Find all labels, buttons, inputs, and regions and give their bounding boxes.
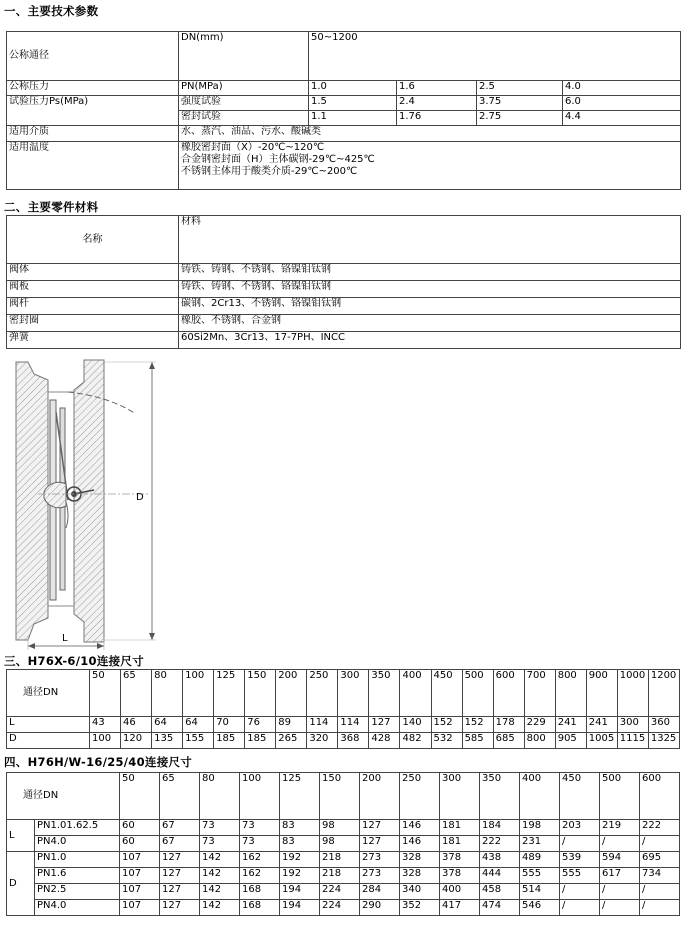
pn-label: PN1.01.62.5	[35, 820, 120, 836]
part-material: 碳钢、2Cr13、不锈钢、铬镍钼钛钢	[179, 298, 681, 315]
dimension-value: 273	[360, 868, 400, 884]
dimension-value: 218	[320, 852, 360, 868]
dn-value: 450	[560, 773, 600, 820]
dimension-value: 198	[520, 820, 560, 836]
dimension-value: 98	[320, 820, 360, 836]
dimension-value: 555	[520, 868, 560, 884]
part-name: 阀体	[7, 264, 179, 281]
dimension-value: 127	[160, 852, 200, 868]
dimension-value: 73	[200, 820, 240, 836]
dn-value: 200	[276, 670, 307, 717]
dimension-value: 127	[360, 836, 400, 852]
dimension-value: 555	[560, 868, 600, 884]
l-value: 43	[90, 717, 121, 733]
dimension-value: 142	[200, 900, 240, 916]
dimension-value: 60	[120, 820, 160, 836]
part-name: 阀杆	[7, 298, 179, 315]
dimension-value: 514	[520, 884, 560, 900]
l-value: 241	[555, 717, 586, 733]
dn-value: 80	[200, 773, 240, 820]
dimension-value: 224	[320, 884, 360, 900]
dn-value: 65	[121, 670, 152, 717]
nominal-pressure-label: 公称压力	[7, 81, 179, 96]
dimension-value: /	[560, 900, 600, 916]
l-value: 360	[648, 717, 679, 733]
part-name: 阀板	[7, 281, 179, 298]
table-row	[7, 900, 680, 916]
l-value: 64	[152, 717, 183, 733]
dimension-value: 438	[480, 852, 520, 868]
l-value: 241	[586, 717, 617, 733]
temp-values	[179, 142, 681, 190]
dimension-value: 127	[160, 868, 200, 884]
dimension-value: 444	[480, 868, 520, 884]
d-value: 1115	[617, 733, 648, 749]
dimension-value: 192	[280, 852, 320, 868]
dimension-value: 594	[600, 852, 640, 868]
dimension-value: 546	[520, 900, 560, 916]
d-value: 120	[121, 733, 152, 749]
d-value: 155	[183, 733, 214, 749]
l-value: 140	[400, 717, 431, 733]
dimension-value: 83	[280, 820, 320, 836]
dimension-value: 284	[360, 884, 400, 900]
d-value: 185	[245, 733, 276, 749]
pn-value: 1.0	[309, 81, 397, 96]
pn-label: PN1.6	[35, 868, 120, 884]
section3-title: 三、H76X-6/10连接尺寸	[4, 654, 145, 668]
l-value: 178	[493, 717, 524, 733]
seal-test-label: 密封试验	[179, 111, 309, 126]
dimension-value: 273	[360, 852, 400, 868]
dimension-value: 107	[120, 900, 160, 916]
l-value: 114	[338, 717, 369, 733]
dimension-value: 98	[320, 836, 360, 852]
dimension-value: 219	[600, 820, 640, 836]
dn-value: 150	[245, 670, 276, 717]
dimension-value: 222	[480, 836, 520, 852]
part-name: 弹簧	[7, 332, 179, 349]
strength-test-label: 强度试验	[179, 96, 309, 111]
l-value: 152	[431, 717, 462, 733]
dn-value: 1200	[648, 670, 679, 717]
dimension-value: 162	[240, 852, 280, 868]
l-value: 152	[462, 717, 493, 733]
materials-table	[6, 215, 681, 349]
dimension-value: /	[600, 836, 640, 852]
seal-value: 1.1	[309, 111, 397, 126]
dimension-value: 224	[320, 900, 360, 916]
material-header: 材料	[179, 216, 681, 264]
part-material: 铸铁、铸钢、不锈钢、铬镍钼钛钢	[179, 264, 681, 281]
dimension-value: 617	[600, 868, 640, 884]
h76h-dimensions-table	[6, 772, 680, 916]
dimension-value: 352	[400, 900, 440, 916]
dn-value: 300	[338, 670, 369, 717]
l-value: 89	[276, 717, 307, 733]
dimension-value: /	[600, 884, 640, 900]
temp-line: 不锈钢主体用于酸类介质-29℃~200℃	[181, 166, 358, 177]
dimension-value: /	[640, 836, 680, 852]
dimension-value: 107	[120, 852, 160, 868]
dimension-value: 400	[440, 884, 480, 900]
dimension-value: 162	[240, 868, 280, 884]
d-label: D	[7, 852, 35, 916]
l-value: 76	[245, 717, 276, 733]
table-row	[7, 836, 680, 852]
dn-unit: DN(mm)	[179, 32, 309, 81]
dn-value: 400	[400, 670, 431, 717]
h76x-dimensions-table	[6, 669, 680, 749]
dimension-value: 142	[200, 852, 240, 868]
l-value: 64	[183, 717, 214, 733]
d-value: 428	[369, 733, 400, 749]
dn-value: 350	[369, 670, 400, 717]
dimension-value: 474	[480, 900, 520, 916]
dn-label: 通径DN	[7, 670, 90, 717]
dn-value: 125	[280, 773, 320, 820]
d-value: 532	[431, 733, 462, 749]
dn-value: 200	[360, 773, 400, 820]
pn-value: 2.5	[477, 81, 563, 96]
d-value: 1005	[586, 733, 617, 749]
dn-value: 50	[90, 670, 121, 717]
d-value: 320	[307, 733, 338, 749]
dimension-value: 83	[280, 836, 320, 852]
table-row	[7, 852, 680, 868]
d-label: D	[7, 733, 90, 749]
dn-value: 400	[520, 773, 560, 820]
medium-value: 水、蒸汽、油品、污水、酸碱类	[179, 126, 681, 142]
dimension-value: 142	[200, 868, 240, 884]
l-value: 46	[121, 717, 152, 733]
dn-value: 450	[431, 670, 462, 717]
dimension-value: 67	[160, 820, 200, 836]
pn-unit: PN(MPa)	[179, 81, 309, 96]
dn-value: 150	[320, 773, 360, 820]
dimension-value: /	[600, 900, 640, 916]
dimension-value: 194	[280, 900, 320, 916]
strength-value: 3.75	[477, 96, 563, 111]
section1-title: 一、主要技术参数	[4, 4, 99, 18]
pn-value: 4.0	[563, 81, 681, 96]
part-material: 橡胶、不锈钢、合金钢	[179, 315, 681, 332]
dimension-l-label: L	[62, 633, 68, 644]
dimension-value: 107	[120, 868, 160, 884]
seal-value: 1.76	[397, 111, 477, 126]
section4-title: 四、H76H/W-16/25/40连接尺寸	[4, 755, 193, 769]
dimension-value: 539	[560, 852, 600, 868]
dn-value: 900	[586, 670, 617, 717]
d-value: 1325	[648, 733, 679, 749]
temp-line: 橡胶密封面（X）-20℃~120℃	[181, 142, 325, 153]
pn-label: PN2.5	[35, 884, 120, 900]
dimension-value: 168	[240, 884, 280, 900]
medium-label: 适用介质	[7, 126, 179, 142]
table-row	[7, 884, 680, 900]
dimension-value: 73	[200, 836, 240, 852]
test-pressure-label: 试验压力Ps(MPa)	[7, 96, 179, 126]
dimension-value: 231	[520, 836, 560, 852]
part-material: 60Si2Mn、3Cr13、17-7PH、INCC	[179, 332, 681, 349]
dimension-value: 734	[640, 868, 680, 884]
pn-value: 1.6	[397, 81, 477, 96]
dn-value: 250	[400, 773, 440, 820]
dimension-value: 222	[640, 820, 680, 836]
valve-cross-section-drawing	[8, 352, 168, 652]
l-value: 70	[214, 717, 245, 733]
strength-value: 2.4	[397, 96, 477, 111]
d-value: 585	[462, 733, 493, 749]
dimension-value: /	[560, 884, 600, 900]
dimension-value: 328	[400, 868, 440, 884]
l-label: L	[7, 820, 35, 852]
l-value: 229	[524, 717, 555, 733]
seal-value: 4.4	[563, 111, 681, 126]
pn-label: PN1.0	[35, 852, 120, 868]
dn-value: 100	[183, 670, 214, 717]
dn-value: 600	[493, 670, 524, 717]
temp-label: 适用温度	[7, 142, 179, 190]
dn-value: 500	[600, 773, 640, 820]
l-label: L	[7, 717, 90, 733]
seal-value: 2.75	[477, 111, 563, 126]
dimension-value: 127	[160, 884, 200, 900]
d-value: 100	[90, 733, 121, 749]
pn-label: PN4.0	[35, 900, 120, 916]
dn-range: 50~1200	[309, 32, 681, 81]
dn-value: 100	[240, 773, 280, 820]
dimension-value: 127	[360, 820, 400, 836]
tech-params-table	[6, 31, 681, 190]
dimension-value: 203	[560, 820, 600, 836]
l-value: 300	[617, 717, 648, 733]
dimension-value: 73	[240, 836, 280, 852]
dn-value: 50	[120, 773, 160, 820]
dimension-value: 489	[520, 852, 560, 868]
d-value: 135	[152, 733, 183, 749]
dimension-value: 181	[440, 820, 480, 836]
dimension-value: 194	[280, 884, 320, 900]
dimension-value: 458	[480, 884, 520, 900]
part-name: 密封圈	[7, 315, 179, 332]
dn-value: 65	[160, 773, 200, 820]
dimension-value: 127	[160, 900, 200, 916]
dn-value: 350	[480, 773, 520, 820]
dimension-value: 340	[400, 884, 440, 900]
d-value: 685	[493, 733, 524, 749]
dimension-value: 107	[120, 884, 160, 900]
dimension-value: 192	[280, 868, 320, 884]
table-row	[7, 868, 680, 884]
dimension-value: /	[560, 836, 600, 852]
dimension-value: 378	[440, 852, 480, 868]
dimension-value: 168	[240, 900, 280, 916]
section2-title: 二、主要零件材料	[4, 200, 99, 214]
d-value: 368	[338, 733, 369, 749]
dimension-value: /	[640, 884, 680, 900]
d-value: 265	[276, 733, 307, 749]
dimension-value: 60	[120, 836, 160, 852]
dn-value: 80	[152, 670, 183, 717]
dn-value: 1000	[617, 670, 648, 717]
temp-line: 合金钢密封面（H）主体碳钢-29℃~425℃	[181, 154, 375, 165]
dn-value: 500	[462, 670, 493, 717]
part-material: 铸铁、铸钢、不锈钢、铬镍钼钛钢	[179, 281, 681, 298]
dn-value: 600	[640, 773, 680, 820]
dn-value: 700	[524, 670, 555, 717]
dn-value: 125	[214, 670, 245, 717]
dimension-value: 695	[640, 852, 680, 868]
dimension-value: 146	[400, 836, 440, 852]
d-value: 482	[400, 733, 431, 749]
pn-label: PN4.0	[35, 836, 120, 852]
l-value: 127	[369, 717, 400, 733]
dimension-value: 290	[360, 900, 400, 916]
dimension-value: 181	[440, 836, 480, 852]
dimension-value: 67	[160, 836, 200, 852]
dn-value: 250	[307, 670, 338, 717]
dimension-value: 378	[440, 868, 480, 884]
dn-value: 300	[440, 773, 480, 820]
d-value: 185	[214, 733, 245, 749]
name-header: 名称	[7, 216, 179, 264]
nominal-diameter-label: 公称通径	[7, 32, 179, 81]
table-row	[7, 820, 680, 836]
dimension-value: 218	[320, 868, 360, 884]
dimension-value: 73	[240, 820, 280, 836]
dn-value: 800	[555, 670, 586, 717]
d-value: 905	[555, 733, 586, 749]
dimension-value: 184	[480, 820, 520, 836]
dimension-value: 328	[400, 852, 440, 868]
strength-value: 1.5	[309, 96, 397, 111]
dn-label: 通径DN	[7, 773, 120, 820]
dimension-value: /	[640, 900, 680, 916]
strength-value: 6.0	[563, 96, 681, 111]
dimension-value: 146	[400, 820, 440, 836]
l-value: 114	[307, 717, 338, 733]
dimension-d-label: D	[136, 492, 144, 503]
d-value: 800	[524, 733, 555, 749]
dimension-value: 417	[440, 900, 480, 916]
dimension-value: 142	[200, 884, 240, 900]
